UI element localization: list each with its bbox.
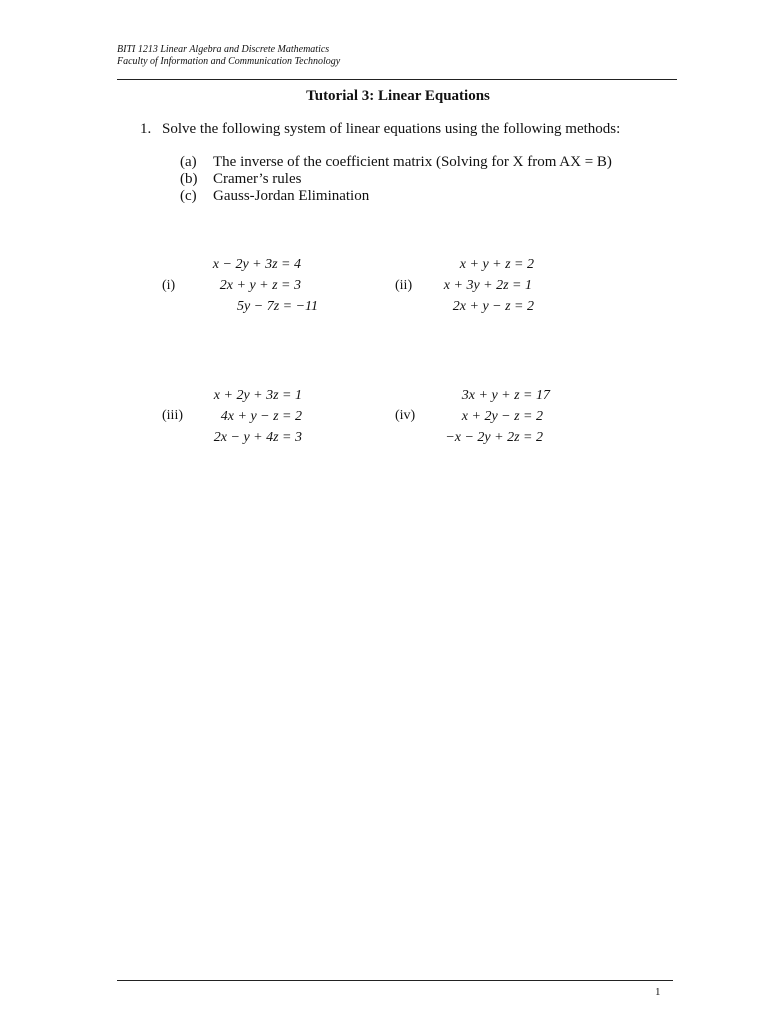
question-text: Solve the following system of linear equations using the following methods:: [162, 121, 621, 137]
method-item: [180, 188, 612, 205]
method-text: Cramer’s rules: [213, 171, 302, 187]
system-label: (i): [162, 278, 176, 293]
equation: 4x + y − z = 2: [220, 409, 302, 424]
system-label: (iv): [395, 408, 416, 423]
equation: x + 3y + 2z = 1: [443, 278, 532, 293]
system-label: (ii): [395, 278, 413, 293]
equation-system: [430, 385, 550, 448]
equation: x + 2y + 3z = 1: [213, 388, 302, 403]
equation: 2x + y + z = 3: [219, 278, 301, 293]
methods-list: [180, 154, 612, 205]
equation: x − 2y + 3z = 4: [212, 257, 301, 272]
footer-divider: [117, 980, 673, 981]
page-title: Tutorial 3: Linear Equations: [306, 88, 490, 104]
equation: x + 2y − z = 2: [461, 409, 543, 424]
method-text: The inverse of the coefficient matrix (Solving for X from AX = B): [213, 154, 612, 170]
faculty-name: Faculty of Information and Communication Technology: [117, 56, 341, 67]
equation: 2x − y + 4z = 3: [213, 430, 302, 445]
method-text: Gauss-Jordan Elimination: [213, 188, 370, 204]
method-label: (a): [180, 154, 197, 170]
method-item: [180, 154, 612, 171]
method-label: (b): [180, 171, 198, 187]
method-item: [180, 171, 612, 188]
equation: x + y + z = 2: [459, 257, 534, 272]
system-label: (iii): [162, 408, 183, 423]
method-label: (c): [180, 188, 197, 204]
equation-system: [196, 385, 302, 448]
equation: 5y − 7z = −11: [237, 299, 318, 314]
equation: 2x + y − z = 2: [452, 299, 534, 314]
question-number: 1.: [140, 121, 152, 137]
equation: 3x + y + z = 17: [461, 388, 550, 403]
header-divider: [117, 79, 677, 80]
page-number: 1: [655, 986, 661, 998]
equation-system: [430, 254, 534, 317]
equation: −x − 2y + 2z = 2: [445, 430, 543, 445]
course-title: BITI 1213 Linear Algebra and Discrete Mathematics: [117, 44, 330, 55]
page-header: [117, 44, 340, 68]
equation-system: [196, 254, 318, 317]
